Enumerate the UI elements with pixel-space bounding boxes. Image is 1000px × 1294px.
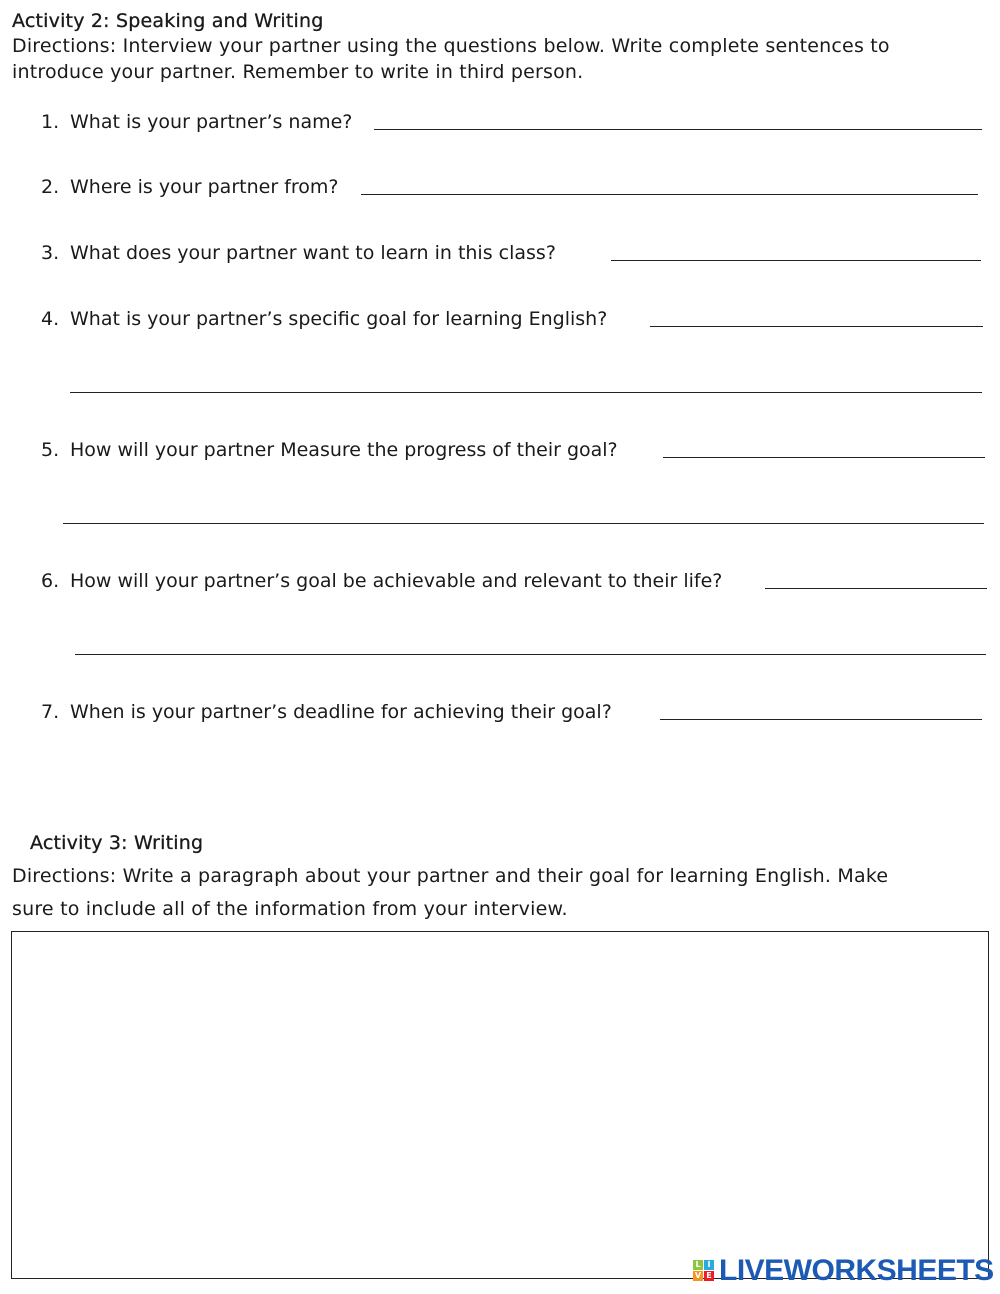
answer-line-7[interactable]	[660, 719, 982, 720]
logo-letter-e: E	[704, 1271, 714, 1281]
activity-3-directions-line-1: Directions: Write a paragraph about your partner and their goal for learning English. Make	[12, 865, 889, 887]
logo-letter-i: I	[704, 1260, 714, 1270]
question-text: How will your partner Measure the progress of their goal?	[70, 439, 618, 461]
question-text: What is your partner’s specific goal for learning English?	[70, 308, 608, 330]
question-number: 5.	[41, 439, 60, 461]
answer-line-6b[interactable]	[75, 654, 986, 655]
activity-2-directions-line-2: introduce your partner. Remember to write in third person.	[12, 61, 584, 83]
answer-line-2[interactable]	[361, 194, 978, 195]
question-text: What is your partner’s name?	[70, 111, 353, 133]
activity-3-title: Activity 3: Writing	[30, 832, 204, 854]
answer-line-4b[interactable]	[70, 392, 982, 393]
question-number: 6.	[41, 570, 60, 592]
logo-letter-l: L	[693, 1260, 703, 1270]
question-text: How will your partner’s goal be achievable and relevant to their life?	[70, 570, 723, 592]
answer-line-5b[interactable]	[63, 523, 984, 524]
answer-line-5a[interactable]	[663, 457, 985, 458]
question-number: 3.	[41, 242, 60, 264]
liveworksheets-logo	[693, 1254, 994, 1288]
question-number: 1.	[41, 111, 60, 133]
question-text: Where is your partner from?	[70, 176, 339, 198]
question-number: 7.	[41, 701, 60, 723]
activity-3-directions-line-2: sure to include all of the information from your interview.	[12, 898, 568, 920]
answer-line-6a[interactable]	[765, 588, 987, 589]
question-text: What does your partner want to learn in this class?	[70, 242, 556, 264]
question-number: 4.	[41, 308, 60, 330]
answer-line-4a[interactable]	[650, 326, 983, 327]
paragraph-answer-box[interactable]	[11, 931, 989, 1279]
answer-line-3[interactable]	[611, 260, 981, 261]
logo-letter-v: V	[694, 1271, 702, 1280]
liveworksheets-mark-icon	[693, 1260, 715, 1282]
question-text: When is your partner’s deadline for achieving their goal?	[70, 701, 612, 723]
answer-line-1[interactable]	[374, 129, 982, 130]
activity-2-directions-line-1: Directions: Interview your partner using the questions below. Write complete sentences to	[12, 35, 890, 57]
question-number: 2.	[41, 176, 60, 198]
logo-wordmark: LIVEWORKSHEETS	[719, 1254, 994, 1287]
activity-2-title: Activity 2: Speaking and Writing	[12, 10, 324, 32]
